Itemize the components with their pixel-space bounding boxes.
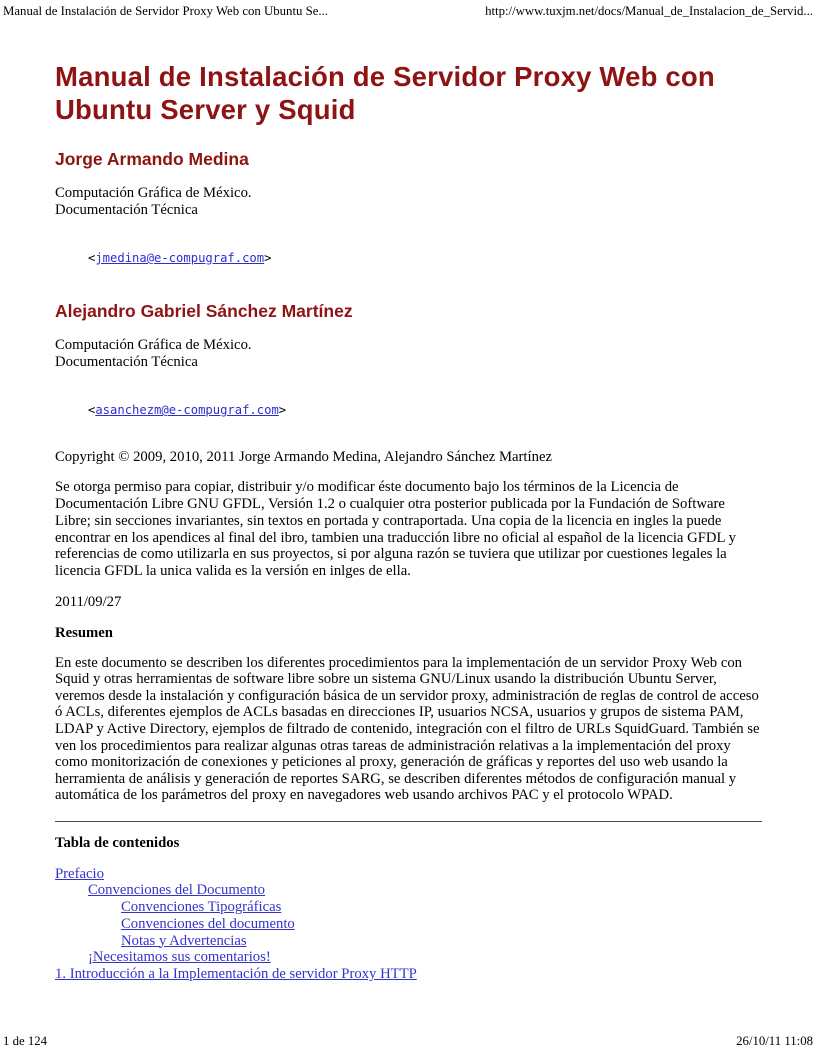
affiliation-org-1: Computación Gráfica de México. <box>55 185 252 201</box>
email-link[interactable]: jmedina@e-compugraf.com <box>95 251 265 266</box>
toc-row <box>55 966 762 983</box>
page-number: 1 de 124 <box>3 1034 48 1048</box>
toc-link[interactable]: Convenciones Tipográficas <box>121 899 282 916</box>
toc-link[interactable]: 1. Introducción a la Implementación de servidor Proxy HTTP <box>55 965 417 982</box>
angle-open: < <box>88 251 96 266</box>
author-name-1: Jorge Armando Medina <box>55 149 249 169</box>
license-paragraph: Se otorga permiso para copiar, distribuir y/o modificar éste documento bajo los términos de la Licencia de Documentación Libre GNU GFDL, Versión 1.2 o cualquier otra posterior publicada por la Fundación de Software Libre; sin secciones invariantes, sin textos en portada y contraportada. Una copia de la licencia en ingles la puede encontrar en los apendices al final del ibro, tambien una traducción libre no oficial al español de la licencia GFDL y referencias de como utilizarla en sus proyectos, si por alguna razón se tuviera que utilizar por cuestiones legales la licencia GFDL la unica valida es la versión en inlges de ella. <box>55 479 736 580</box>
toc-row <box>55 933 762 950</box>
email-link[interactable]: asanchezm@e-compugraf.com <box>95 403 279 418</box>
toc-list <box>55 866 762 983</box>
author-email-line-1 <box>88 251 762 265</box>
document-content <box>55 60 762 983</box>
toc-link[interactable]: Convenciones del Documento <box>88 882 266 899</box>
toc-row <box>55 949 762 966</box>
print-header-url: http://www.tuxjm.net/docs/Manual_de_Instalacion_de_Servid... <box>485 4 813 18</box>
angle-open: < <box>88 403 96 418</box>
toc-link[interactable]: Prefacio <box>55 865 104 882</box>
copyright-notice: Copyright © 2009, 2010, 2011 Jorge Armando Medina, Alejandro Sánchez Martínez <box>55 449 552 466</box>
print-timestamp: 26/10/11 11:08 <box>736 1034 813 1048</box>
toc-row <box>55 866 762 883</box>
toc-link[interactable]: Notas y Advertencias <box>121 932 247 949</box>
publication-date: 2011/09/27 <box>55 593 122 610</box>
author-affiliation-1 <box>55 185 762 218</box>
page-title: Manual de Instalación de Servidor Proxy Web con Ubuntu Server y Squid <box>55 61 715 125</box>
toc-row <box>55 882 762 899</box>
toc-link[interactable]: Convenciones del documento <box>121 915 295 932</box>
print-header <box>3 4 813 19</box>
toc-link[interactable]: ¡Necesitamos sus comentarios! <box>88 949 271 966</box>
toc-heading: Tabla de contenidos <box>55 834 180 851</box>
angle-close: > <box>264 251 272 266</box>
angle-close: > <box>278 403 287 418</box>
abstract-heading: Resumen <box>55 624 113 641</box>
abstract-paragraph: En este documento se describen los diferentes procedimientos para la implementación de un servidor Proxy Web con Squid y otras herramientas de software libre sobre un sistema GNU/Linux usando la distribución Ubuntu Server, veremos desde la instalación y configuración básica de un servidor proxy, administración de reglas de control de acceso ó ACLs, diferentes ejemplos de ACLs basadas en direcciones IP, usuarios NCSA, usuarios y grupos de sistema PAM, LDAP y Active Directory, ejemplos de filtrado de contenido, integración con el filtro de URLs SquidGuard. También se ven los procedimientos para realizar algunas otras tareas de administración relativas a la implementación del proxy como monitorización de conexiones y peticiones al proxy, generación de gráficas y reportes del uso web usando la herramienta de análisis y generación de reportes SARG, se describen diferentes métodos de configuración manual y automática de los parámetros del proxy en navegadores web usando archivos PAC y el protocolo WPAD. <box>55 654 760 804</box>
affiliation-dept-1: Documentación Técnica <box>55 201 198 218</box>
affiliation-org-2: Computación Gráfica de México. <box>55 337 252 354</box>
author-affiliation-2 <box>55 337 762 370</box>
toc-row <box>55 899 762 916</box>
author-name-2: Alejandro Gabriel Sánchez Martínez <box>55 301 353 322</box>
author-email-line-2 <box>88 403 762 417</box>
print-header-title: Manual de Instalación de Servidor Proxy Web con Ubuntu Se... <box>3 4 328 18</box>
section-divider <box>55 821 762 822</box>
print-footer <box>3 1034 813 1049</box>
affiliation-dept-2: Documentación Técnica <box>55 353 198 370</box>
toc-row <box>55 916 762 933</box>
